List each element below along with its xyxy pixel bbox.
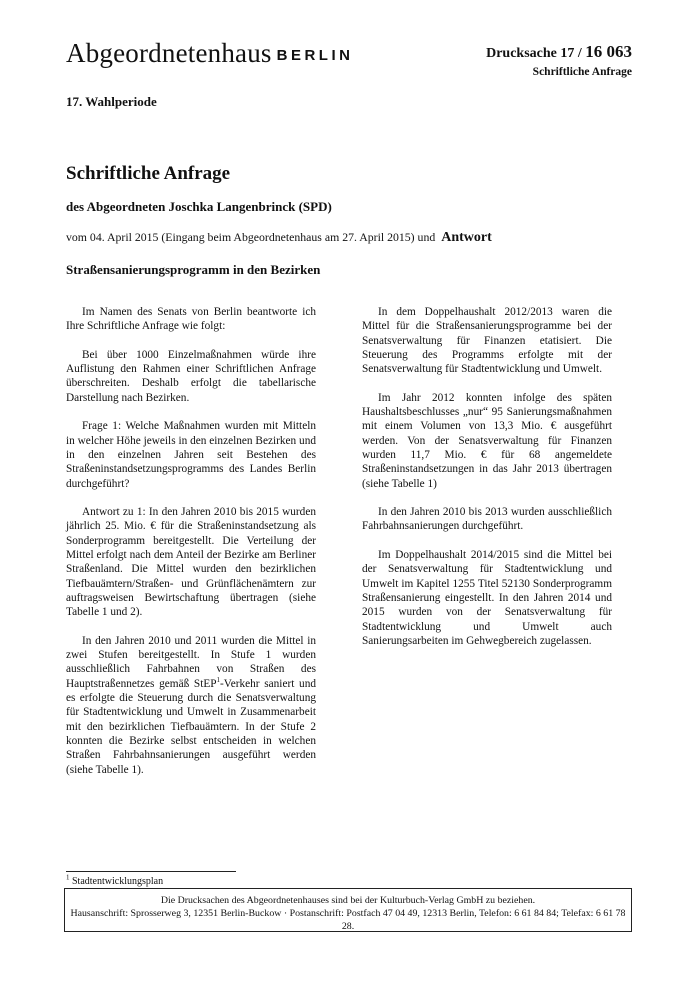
page-title: Schriftliche Anfrage <box>66 163 231 184</box>
left-column <box>66 305 316 791</box>
paragraph: Antwort zu 1: In den Jahren 2010 bis 2015 wurden jährlich 25. Mio. € für die Straßeninstandsetzung als Sonderprogramm bereitgestellt. Die Verteilung der Mittel erfolgt nach dem Anteil der Bezirke am Berliner Straßenland. Die Mittel wurden den bezirklichen Tiefbauämtern/Straßen- und Grünflächenämtern zur auftragsweisen Bewirtschaftung übertragen (siehe Tabelle 1 und 2). <box>66 506 316 619</box>
right-column <box>362 305 612 662</box>
paragraph <box>66 634 316 777</box>
footnote-marker: 1 <box>66 873 70 882</box>
logo <box>66 38 353 69</box>
paragraph-text: In den Jahren 2010 und 2011 wurden die Mittel in zwei Stufen bereitgestellt. In Stufe 1 wurden ausschließlich Fahrbahnen von Straßen des Hauptstraßennetzes gemäß StEP <box>66 634 316 690</box>
footnote <box>66 873 164 887</box>
paragraph: Frage 1: Welche Maßnahmen wurden mit Mitteln in welcher Höhe jeweils in den einzelnen Bezirken und in den einzelnen Jahren seit Bestehen des Straßeninstandsetzungsprogramms des Landes Berlin durchgeführt? <box>66 420 316 490</box>
paragraph: Im Doppelhaushalt 2014/2015 sind die Mittel bei der Senatsverwaltung für Stadtentwicklung und Umwelt im Kapitel 1255 Titel 52130 Sonderprogramm Straßensanierung eingestellt. In den Jahren 2014 und 2015 wurden von der Senatsverwaltung für Stadtentwicklung und Umwelt auch Sanierungsarbeiten im Gehwegbereich zugelassen. <box>362 549 612 647</box>
drucksache-prefix: Drucksache 17 / <box>486 46 582 61</box>
period: 17. Wahlperiode <box>66 94 157 109</box>
drucksache-label <box>486 42 632 62</box>
paragraph: Im Namen des Senats von Berlin beantworte ich Ihre Schriftliche Anfrage wie folgt: <box>66 306 316 333</box>
logo-text: Abgeordnetenhaus <box>66 38 272 68</box>
footer-box <box>64 888 632 932</box>
footnote-text: Stadtentwicklungsplan <box>72 876 164 887</box>
drucksache-number: 16 063 <box>585 42 632 61</box>
date-line <box>66 230 492 246</box>
subject: Straßensanierungsprogramm in den Bezirken <box>66 262 321 277</box>
paragraph-text: -Verkehr saniert und es erfolgte die Steuerung durch die Senatsverwaltung für Stadtentwicklung und Umwelt in Zusammenarbeit mit den bezirklichen Tiefbauämtern. In der Stufe 2 konnten die Bezirke selbst entscheiden in welchen Straßen Fahrbahnsanierungen ausgeführt werden (siehe Tabelle 1). <box>66 677 316 776</box>
footnote-divider <box>66 871 236 872</box>
author-line: des Abgeordneten Joschka Langenbrinck (SPD) <box>66 199 332 214</box>
date-text: vom 04. April 2015 (Eingang beim Abgeordnetenhaus am 27. April 2015) und <box>66 230 436 244</box>
paragraph: In den Jahren 2010 bis 2013 wurden ausschließlich Fahrbahnsanierungen durchgeführt. <box>362 506 612 533</box>
footer-line-2: Hausanschrift: Sprosserweg 3, 12351 Berlin-Buckow · Postanschrift: Postfach 47 04 49, 12313 Berlin, Telefon: 6 61 84 84; Telefax: 6 61 78 28. <box>70 908 626 932</box>
paragraph: In dem Doppelhaushalt 2012/2013 waren die Mittel für die Straßensanierungsprogramme bei der Senatsverwaltung für Finanzen etatisiert. Die Steuerung des Programms erfolgte mit der Senatsverwaltung für Stadtentwicklung und Umwelt. <box>362 306 612 376</box>
paragraph: Im Jahr 2012 konnten infolge des späten Haushaltsbeschlusses „nur“ 95 Sanierungsmaßnahmen mit einem Volumen von 13,3 Mio. € ausgeführt werden. Von der Senatsverwaltung für Finanzen wurden 11,7 Mio. € für 68 angemeldete Straßeninstandsetzungen in das Jahr 2013 übertragen (siehe Tabelle 1) <box>362 391 612 490</box>
answer-label: Antwort <box>441 230 492 245</box>
footer-line-1: Die Drucksachen des Abgeordnetenhauses sind bei der Kulturbuch-Verlag GmbH zu beziehen. <box>160 895 536 906</box>
doc-type: Schriftliche Anfrage <box>532 66 632 78</box>
footnote-ref: 1 <box>216 675 221 684</box>
paragraph: Bei über 1000 Einzelmaßnahmen würde ihre Auflistung den Rahmen einer Schriftlichen Anfrage überschreiten. Deshalb erfolgt die tabellarische Darstellung nach Bezirken. <box>66 348 316 404</box>
logo-city: BERLIN <box>276 47 354 64</box>
